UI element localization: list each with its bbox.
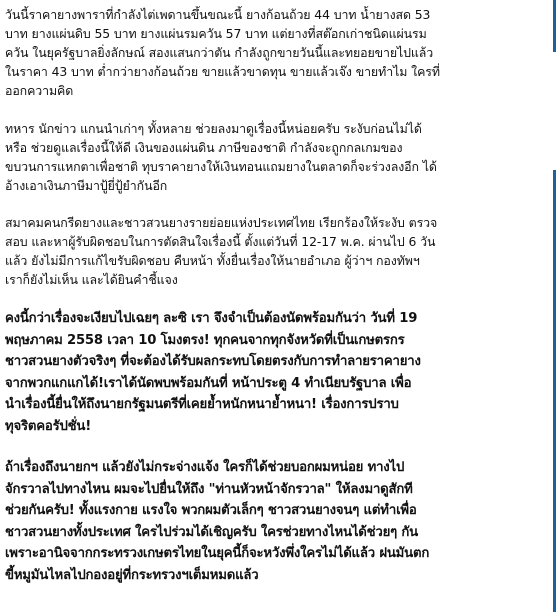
paragraph-rubber-prices: วันนี้ราคายางพาราที่กำลังไต่เพดานขึ้นขณะนี้ ยางก้อนถ้วย 44 บาท น้ำยางสด 53 บาท ยางแผ่นดิบ 55 บาท ยางแผ่นรมควัน 57 บาท แต่ยางที่สต๊อกเก่าชนิดแผ่นรม ควัน ในยุครัฐบาลยิ่งลักษณ์ สองแสนกว่าตัน กำลังถูกขายวันนี้และทยอยขายไปแล้ว ในราคา 43 บาท ต่ำกว่ายางก้อนถ้วย ขายแล้วขาดทุน ขายแล้วเจ๊ง ขายทำไม ใครที่ ออกความคิด — [5, 7, 440, 98]
paragraph-gap — [5, 289, 545, 308]
paragraph-gap — [5, 195, 545, 213]
paragraph-appeal: ทหาร นักข่าว แกนนำเก่าๆ ทั้งหลาย ช่วยลงมาดูเรื่องนี้หน่อยครับ ระงับก่อนไม่ได้ หรือ ช่วยดูแลเรื่องนี้ให้ดี เงินของแผ่นดิน ภาษีของชาติ กำลังจะถูกกลเกมของ ขบวนการแหกตาเพื่อชาติ ทุบราคายางให้เงินทอนแถมยางในตลาดก็จะร่วงลงอีก ได้ อ้างเอาเงินภาษีมาปู้ยี่ปู้ยำกันอีก — [5, 121, 437, 193]
paragraph-association-demand: สมาคมคนกรีดยางและชาวสวนยางรายย่อยแห่งประเทศไทย เรียกร้องให้ระงับ ตรวจ สอบ และหาผู้รับผิดชอบในการตัดสินใจเรื่องนี้ ตั้งแต่วันที่ 12-17 พ.ค. ผ่านไป 6 วัน แล้ว ยังไม่มีการแก้ไขรับผิดชอบ คืบหน้า ทั้งยื่นเรื่องให้นายอำเภอ ผู้ว่าฯ กองทัพฯ เราก็ยังไม่เห็น และได้ยินคำชี้แจง — [5, 215, 438, 287]
paragraph-rally-announcement: คงนี้กว่าเรื่องจะเงียบไปเฉยๆ ละซิ เรา จึงจำเป็นต้องนัดพร้อมกันว่า วันที่ 19 พฤษภาคม 2558 เวลา 10 โมงตรง! ทุกคนจากทุกจังหวัดที่เป็นเกษตรกร ชาวสวนยางตัวจริงๆ ที่จะต้องได้รับผลกระทบโดยตรงกับการทำลายราคายาง จากพวกแกแกได้!เราได้นัดพบพร้อมกันที่ หน้าประตู 4 ทำเนียบรัฐบาล เพื่อ นำเรื่องนี้ยื่นให้ถึงนายกรัฐมนตรีที่เคยย้ำหนักหนาย้ำหนา! เรื่องการปราบ ทุจริตคอรัปชั่น! — [5, 311, 421, 434]
paragraph-closing-appeal: ถ้าเรื่องถึงนายกฯ แล้วยังไม่กระจ่างแจ้ง ใครก็ได้ช่วยบอกผมหน่อย ทางไป จักรวาลไปทางไหน ผมจะไปยื่นให้ถึง "ท่านหัวหน้าจักรวาล" ให้ลงมาดูสักที ช่วยกันครับ! ทั้งแรงกาย แรงใจ พวกผมตัวเล็กๆ ชาวสวนยางจนๆ แต่ทำเพื่อ ชาวสวนยางทั้งประเทศ ใครไปร่วมได้เชิญครับ ใครช่วยทางไหนได้ช่วยๆ กัน เพราะอานิจจากกระทรวงเกษตรไทยในยุคนี้ก็จะหวังพึ่งใครไม่ได้แล้ว ฝนมันตก ขี้หมูมันไหลไปกองอยู่ที่กระทรวงฯเต็มหมดแล้ว — [5, 460, 430, 583]
paragraph-gap — [5, 100, 545, 119]
article-body — [5, 5, 545, 586]
paragraph-gap — [5, 437, 545, 457]
